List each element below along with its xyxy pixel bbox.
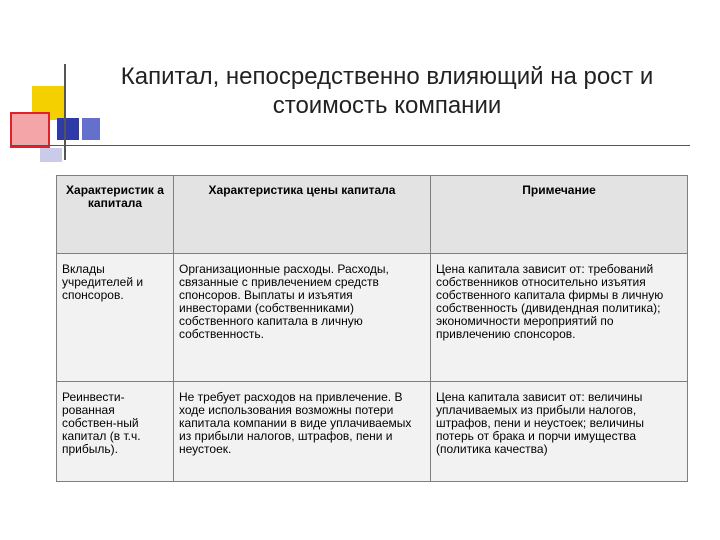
- table-cell: Вклады учредителей и спонсоров.: [57, 254, 174, 382]
- decor-square-red: [10, 112, 50, 148]
- decor-square-lightblue: [82, 118, 100, 140]
- table-cell: Цена капитала зависит от: требований собственников относительно изъятия собственного капитала фирмы в личную собственность (дивидендная политика); экономичности мероприятий по привлечению спонсоров.: [431, 254, 688, 382]
- decor-horizontal-line: [10, 145, 690, 146]
- slide-title-line-1: Капитал, непосредственно влияющий на рост и: [120, 63, 654, 90]
- table-cell: Не требует расходов на привлечение. В ходе использования возможны потери капитала компании в виде уплачиваемых из прибыли налогов, штрафов, пени и неустоек.: [174, 382, 431, 482]
- header-price-characteristic: Характеристика цены капитала: [174, 176, 431, 254]
- table-row: [57, 254, 688, 382]
- table-cell: Цена капитала зависит от: величины уплачиваемых из прибыли налогов, штрафов, пени и неустоек; величины потерь от брака и порчи имущества (политика качества): [431, 382, 688, 482]
- table-header-row: [57, 176, 688, 254]
- slide-title: [72, 62, 702, 120]
- header-note: Примечание: [431, 176, 688, 254]
- header-capital-characteristic: Характеристик а капитала: [57, 176, 174, 254]
- table-cell: Реинвести-рованная собствен-ный капитал (в т.ч. прибыль).: [57, 382, 174, 482]
- capital-table: [56, 175, 688, 482]
- decor-square-grey: [40, 148, 62, 162]
- slide-title-line-2: стоимость компании: [272, 92, 502, 119]
- table-cell: Организационные расходы. Расходы, связанные с привлечением средств спонсоров. Выплаты и изъятия инвесторами (собственниками) собственного капитала в личную собственность.: [174, 254, 431, 382]
- decor-square-blue: [57, 118, 79, 140]
- table-row: [57, 382, 688, 482]
